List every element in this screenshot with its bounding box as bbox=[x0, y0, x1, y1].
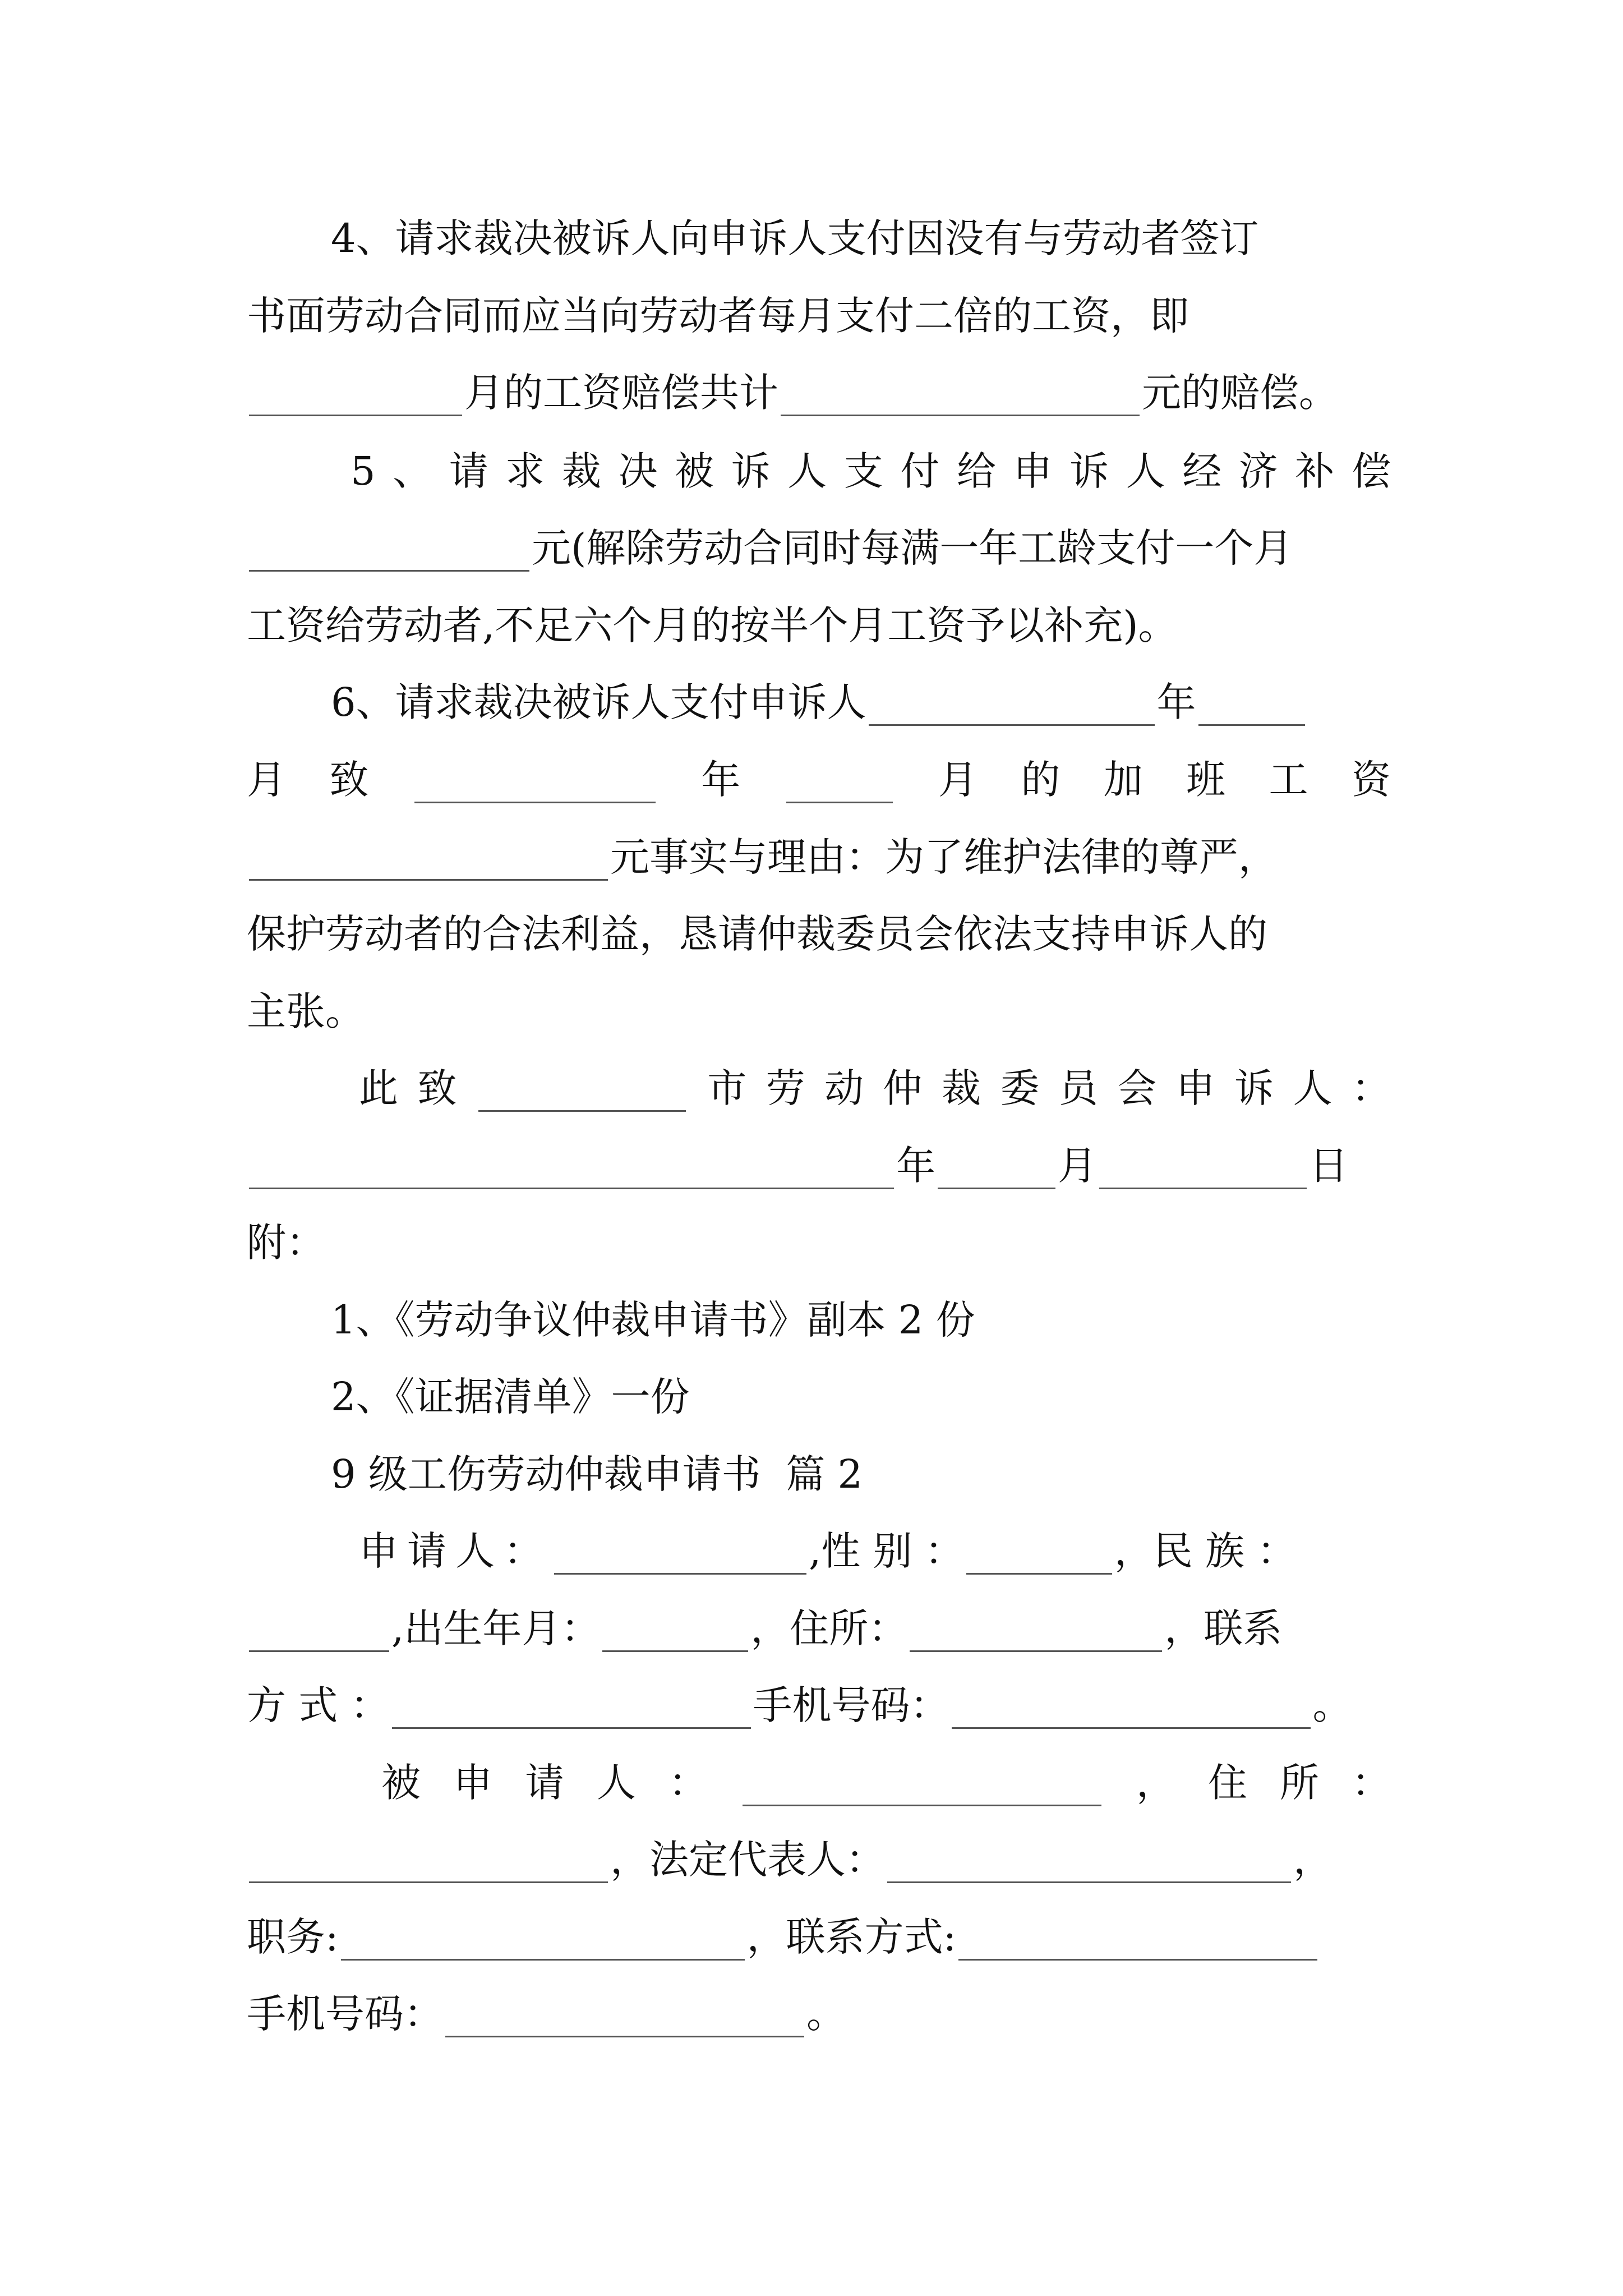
gender-label: ,性 别 ： bbox=[809, 1528, 964, 1574]
p5-line3: 工资给劳动者,不足六个月的按半个月工资予以补充)。 bbox=[247, 602, 1178, 648]
blank-applicant-signature bbox=[249, 1152, 894, 1189]
p5-line2 bbox=[247, 517, 1391, 579]
p5-char: 决 bbox=[618, 448, 658, 494]
p6-year-label: 年 bbox=[1156, 679, 1196, 725]
p6-char: 的 bbox=[1021, 757, 1061, 803]
p5-char: 支 bbox=[843, 448, 883, 494]
closing-line1 bbox=[359, 1057, 1391, 1119]
respondent-line4 bbox=[247, 1983, 1391, 2045]
p4-line3 bbox=[247, 362, 1402, 424]
applicant-label bbox=[359, 1520, 552, 1582]
blank-position bbox=[341, 1923, 745, 1961]
respondent-char: ： bbox=[668, 1760, 708, 1806]
applicant-char: ： bbox=[504, 1528, 552, 1574]
p5-char: 补 bbox=[1295, 448, 1335, 494]
p4-line1: 4、请求裁决被诉人向申诉人支付因没有与劳动者签订 bbox=[331, 215, 1259, 261]
date-month-label: 月 bbox=[1058, 1143, 1097, 1189]
p5-char: 济 bbox=[1238, 448, 1278, 494]
section-heading: 9 级工伤劳动仲裁申请书 篇 2 bbox=[331, 1451, 863, 1497]
p5-char: 诉 bbox=[1069, 448, 1109, 494]
closing-char: 人 bbox=[1293, 1065, 1332, 1111]
p4-text-a: 月的工资赔偿共计 bbox=[464, 370, 778, 416]
legal-rep-label: ，法定代表人： bbox=[610, 1837, 885, 1883]
respondent-line3 bbox=[247, 1906, 1391, 1968]
date-day-label: 日 bbox=[1309, 1143, 1348, 1189]
contact-label-b: 方 式 ： bbox=[247, 1682, 390, 1728]
birth-label: ,出生年月： bbox=[391, 1605, 601, 1651]
respondent-char: ， bbox=[1136, 1760, 1175, 1806]
blank-date-month bbox=[938, 1152, 1055, 1189]
p6-char: 工 bbox=[1269, 757, 1308, 803]
respondent-char: 所 bbox=[1280, 1760, 1319, 1806]
p5-text: 元(解除劳动合同时每满一年工龄支付一个月 bbox=[532, 525, 1293, 571]
blank-address bbox=[910, 1614, 1162, 1652]
blank-gender bbox=[966, 1537, 1112, 1575]
blank-respondent-name bbox=[743, 1769, 1101, 1806]
p6-text: 元事实与理由：为了维护法律的尊严， bbox=[610, 834, 1278, 880]
respondent-char: ： bbox=[1352, 1760, 1391, 1806]
applicant-line3 bbox=[247, 1674, 1402, 1736]
closing-char: 劳 bbox=[766, 1065, 805, 1111]
p5-char: 经 bbox=[1182, 448, 1222, 494]
closing-char: 诉 bbox=[1234, 1065, 1274, 1111]
p5-char: 诉 bbox=[731, 448, 771, 494]
blank-months bbox=[249, 379, 462, 416]
closing-char: 动 bbox=[824, 1065, 864, 1111]
closing-char: 此 bbox=[359, 1065, 398, 1111]
p5-char: 人 bbox=[787, 448, 827, 494]
p6-char: 月 bbox=[938, 757, 978, 803]
closing-char: 员 bbox=[1058, 1065, 1098, 1111]
respondent-phone-label: 手机号码： bbox=[247, 1991, 443, 2037]
p6-line2 bbox=[247, 749, 1391, 811]
p5-char: 请 bbox=[449, 448, 488, 494]
closing-char: 裁 bbox=[941, 1065, 981, 1111]
contact-label-a: ，联系 bbox=[1164, 1605, 1283, 1651]
respondent-char: 被 bbox=[381, 1760, 421, 1806]
blank-economic-compensation bbox=[249, 534, 529, 572]
applicant-char: 申 bbox=[359, 1528, 407, 1574]
applicant-char: 请 bbox=[407, 1528, 455, 1574]
p5-char: 被 bbox=[675, 448, 714, 494]
blank-respondent-phone bbox=[445, 2000, 804, 2037]
p6-char: 班 bbox=[1186, 757, 1226, 803]
blank-respondent-address bbox=[249, 1846, 608, 1883]
p6-to-label: 致 bbox=[329, 757, 369, 803]
blank-start-month bbox=[1198, 688, 1305, 726]
respondent-char: 住 bbox=[1208, 1760, 1247, 1806]
closing-char: 致 bbox=[417, 1065, 457, 1111]
p5-char: 人 bbox=[1126, 448, 1165, 494]
position-label: 职务: bbox=[247, 1914, 339, 1960]
blank-end-month bbox=[786, 766, 893, 803]
respondent-char: 申 bbox=[453, 1760, 492, 1806]
p5-char: 偿 bbox=[1351, 448, 1391, 494]
ethnicity-label: ，民 族 ： bbox=[1114, 1528, 1297, 1574]
respondent-line1 bbox=[381, 1752, 1391, 1814]
applicant-char: 人 bbox=[455, 1528, 504, 1574]
p6-line3 bbox=[247, 826, 1391, 888]
p5-char: 给 bbox=[956, 448, 996, 494]
phone-label: 手机号码： bbox=[753, 1682, 949, 1728]
applicant-line1 bbox=[359, 1520, 1391, 1582]
blank-overtime-pay bbox=[249, 843, 608, 881]
p6-month-label: 月 bbox=[247, 757, 286, 803]
p5-char: 、 bbox=[393, 448, 432, 494]
blank-city bbox=[478, 1074, 686, 1112]
p6-char: 加 bbox=[1103, 757, 1143, 803]
blank-respondent-contact bbox=[958, 1923, 1317, 1961]
p4-text-b: 元的赔偿。 bbox=[1142, 370, 1338, 416]
respondent-line2 bbox=[247, 1829, 1402, 1890]
end-mark: 。 bbox=[806, 1991, 846, 2037]
p5-char: 裁 bbox=[561, 448, 601, 494]
p5-char: 付 bbox=[900, 448, 940, 494]
blank-contact bbox=[392, 1691, 751, 1729]
p6-line4: 保护劳动者的合法利益，恳请仲裁委员会依法支持申诉人的 bbox=[247, 911, 1267, 957]
blank-start-year bbox=[869, 688, 1155, 726]
p5-char: 求 bbox=[505, 448, 545, 494]
respondent-contact-label: ，联系方式: bbox=[746, 1914, 957, 1960]
p6-text: 6、请求裁决被诉人支付申诉人 bbox=[331, 679, 866, 725]
address-label: ，住所： bbox=[750, 1605, 908, 1651]
closing-char: ： bbox=[1351, 1065, 1391, 1111]
p6-line5: 主张。 bbox=[247, 988, 365, 1034]
p5-line1 bbox=[351, 440, 1391, 502]
closing-char: 会 bbox=[1117, 1065, 1157, 1111]
p4-line2: 书面劳动合同而应当向劳动者每月支付二倍的工资，即 bbox=[247, 293, 1189, 339]
closing-char: 仲 bbox=[883, 1065, 923, 1111]
closing-char: 委 bbox=[1000, 1065, 1040, 1111]
blank-ethnicity bbox=[249, 1614, 389, 1652]
applicant-line2 bbox=[247, 1598, 1391, 1659]
respondent-char: 人 bbox=[597, 1760, 636, 1806]
p6-char: 资 bbox=[1351, 757, 1391, 803]
p5-char: 5 bbox=[351, 448, 376, 494]
blank-date-day bbox=[1099, 1152, 1307, 1189]
blank-compensation-total bbox=[781, 379, 1140, 416]
respondent-char: 请 bbox=[525, 1760, 564, 1806]
comma-mark: ， bbox=[1293, 1837, 1332, 1883]
blank-applicant-name bbox=[554, 1537, 806, 1575]
attachments-label: 附： bbox=[247, 1220, 325, 1266]
closing-char: 申 bbox=[1175, 1065, 1215, 1111]
attachment-item-1: 1、《劳动争议仲裁申请书》副本 2 份 bbox=[331, 1297, 975, 1343]
date-year-label: 年 bbox=[896, 1143, 935, 1189]
blank-birth-date bbox=[602, 1614, 748, 1652]
p5-char: 申 bbox=[1013, 448, 1053, 494]
closing-char: 市 bbox=[707, 1065, 747, 1111]
blank-phone bbox=[952, 1691, 1311, 1729]
p6-line1 bbox=[331, 671, 1391, 733]
closing-line2 bbox=[247, 1135, 1391, 1197]
end-mark: 。 bbox=[1312, 1682, 1352, 1728]
p6-year-label: 年 bbox=[701, 757, 741, 803]
blank-end-year bbox=[414, 766, 656, 803]
attachment-item-2: 2、《证据清单》一份 bbox=[331, 1374, 690, 1420]
blank-legal-rep bbox=[887, 1846, 1291, 1883]
